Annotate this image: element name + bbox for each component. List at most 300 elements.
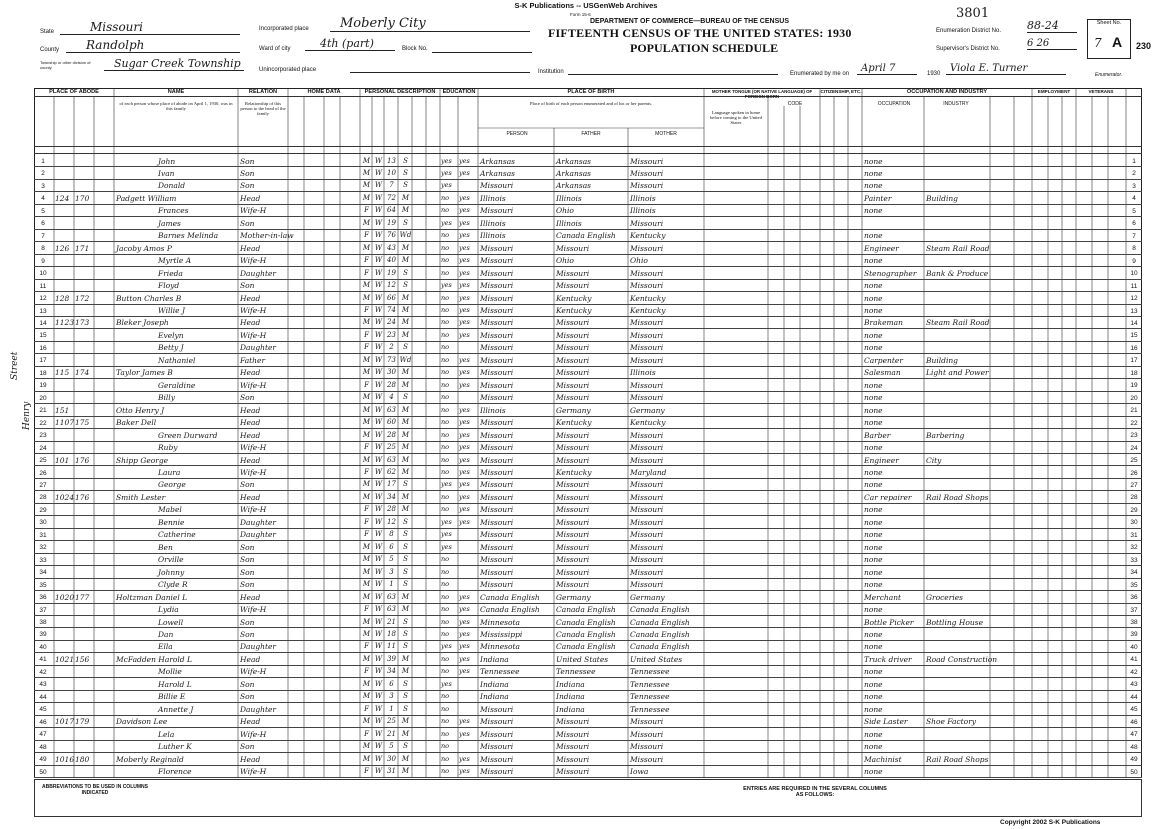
marital-status: M [401, 405, 410, 414]
line-number-right: 19 [1130, 382, 1138, 390]
line-number-right: 42 [1130, 668, 1138, 676]
line-number-right: 3 [1132, 182, 1136, 190]
birthplace-person: Missouri [480, 742, 514, 752]
line-number: 22 [39, 419, 47, 427]
person-name: Ben [158, 542, 173, 552]
race: W [374, 530, 383, 539]
relation: Son [240, 156, 255, 166]
line-number: 1 [41, 158, 45, 165]
marital-status: M [401, 605, 410, 614]
age: 18 [387, 629, 396, 638]
birthplace-person: Missouri [480, 555, 514, 565]
line-number: 30 [39, 519, 47, 527]
age: 28 [387, 505, 396, 514]
industry: Steam Rail Road [926, 318, 990, 328]
line-number-right: 10 [1130, 270, 1138, 278]
line-number: 11 [39, 282, 47, 290]
marital-status: M [401, 193, 410, 202]
person-name: Clyde R [158, 580, 188, 590]
birthplace-person: Minnesota [480, 617, 521, 627]
dwelling-number: 1017 [55, 717, 75, 727]
can-read: yes [459, 629, 470, 638]
publisher-header: S-K Publications -- USGenWeb Archives [514, 1, 658, 10]
age: 13 [387, 156, 396, 165]
birthplace-father: Germany [556, 592, 591, 602]
birthplace-person: Missouri [480, 256, 514, 266]
age: 25 [387, 717, 396, 726]
line-number: 36 [39, 594, 47, 602]
age: 10 [387, 168, 396, 177]
person-name: Ruby [158, 443, 178, 453]
birthplace-mother: Missouri [630, 542, 664, 552]
street-margin-label: Street [10, 351, 20, 380]
attended-school: no [441, 293, 450, 302]
occupation: none [864, 418, 883, 428]
relation: Son [240, 393, 255, 403]
line-number: 6 [41, 220, 45, 228]
marital-status: S [403, 393, 408, 402]
birthplace-father: Kentucky [556, 293, 592, 303]
relation: Son [240, 555, 255, 565]
person-name: Lela [158, 729, 175, 739]
occupation: none [864, 181, 883, 191]
person-name: Shipp George [116, 455, 169, 465]
relation: Daughter [240, 704, 276, 714]
birthplace-father: Tennessee [556, 667, 596, 677]
relation: Wife-H [240, 206, 267, 216]
marital-status: M [401, 654, 410, 663]
line-number: 18 [39, 369, 47, 377]
race: W [374, 605, 383, 614]
birthplace-father: United States [556, 654, 609, 664]
occupation: Barber [864, 430, 891, 440]
birthplace-father: Missouri [556, 268, 590, 278]
age: 7 [389, 181, 394, 190]
occupation: Carpenter [864, 355, 903, 365]
attended-school: no [441, 393, 450, 402]
person-name: Myrtle A [158, 256, 192, 266]
marital-status: M [401, 306, 410, 315]
group-personal: PERSONAL DESCRIPTION [364, 89, 436, 95]
attended-school: no [441, 355, 450, 364]
marital-status: S [403, 517, 408, 526]
person-name: Johnny [158, 567, 185, 577]
can-read: yes [459, 293, 470, 302]
birthplace-mother: Missouri [630, 580, 664, 590]
marital-status: S [403, 555, 408, 564]
can-read: yes [459, 605, 470, 614]
relation: Wife-H [240, 330, 267, 340]
sex: M [362, 617, 371, 626]
county-label: County [40, 47, 60, 53]
attended-school: no [441, 318, 450, 327]
attended-school: no [441, 654, 450, 663]
line-number-right: 32 [1130, 544, 1138, 552]
sex: F [364, 268, 369, 277]
relation: Son [240, 218, 255, 228]
birthplace-mother: Missouri [630, 754, 664, 764]
footer-abbreviations: ABBREVIATIONS TO BE USED IN COLUMNS INDICATED [42, 784, 148, 796]
marital-status: M [401, 767, 410, 776]
township-value: Sugar Creek Township [104, 57, 244, 71]
incorporated-place-value: Moberly City [330, 16, 530, 32]
person-name: George [158, 480, 186, 490]
sex: F [364, 443, 369, 452]
birthplace-father: Germany [556, 405, 591, 415]
occupation: none [864, 517, 883, 527]
block-label: Block No. [402, 46, 428, 52]
marital-status: M [401, 667, 410, 676]
relation: Daughter [240, 268, 276, 278]
sheet-box [1087, 19, 1131, 59]
birthplace-person: Missouri [480, 181, 514, 191]
line-number-right: 43 [1130, 681, 1138, 689]
sex: M [362, 368, 371, 377]
sex: M [362, 567, 371, 576]
race: W [374, 168, 383, 177]
sex: M [362, 754, 371, 763]
group-occupation: OCCUPATION AND INDUSTRY [906, 89, 988, 95]
group-mother-tongue: MOTHER TONGUE (OR NATIVE LANGUAGE) OF FOREIGN BORN [711, 89, 813, 99]
relation: Son [240, 567, 255, 577]
state-value: Missouri [60, 20, 240, 35]
can-read: yes [459, 243, 470, 252]
birthplace-mother: Missouri [630, 742, 664, 752]
attended-school: no [441, 754, 450, 763]
line-number-right: 20 [1130, 394, 1138, 402]
birthplace-father: Missouri [556, 430, 590, 440]
line-number: 10 [39, 270, 47, 278]
attended-school: no [441, 268, 450, 277]
enumeration-district-value: 88-24 [1027, 19, 1077, 33]
industry: Light and Power [926, 368, 989, 378]
can-read: yes [459, 355, 470, 364]
sex: M [362, 542, 371, 551]
race: W [374, 256, 383, 265]
age: 66 [387, 293, 396, 302]
occupation: none [864, 156, 883, 166]
birthplace-father: Canada English [556, 605, 616, 615]
line-number-right: 12 [1130, 295, 1138, 303]
attended-school: yes [441, 168, 452, 177]
birthplace-mother: Ohio [630, 256, 648, 266]
industry: Road Construction [926, 654, 998, 664]
line-number-right: 41 [1130, 656, 1138, 664]
marital-status: S [403, 268, 408, 277]
can-read: yes [459, 256, 470, 265]
relation: Head [240, 318, 261, 328]
person-name: Lowell [158, 617, 184, 627]
attended-school: no [441, 231, 450, 240]
birthplace-mother: Canada English [630, 642, 690, 652]
line-number: 25 [39, 457, 47, 465]
birthplace-father: Illinois [556, 193, 582, 203]
relation: Wife-H [240, 256, 267, 266]
birthplace-person: Indiana [480, 654, 509, 664]
attended-school: no [441, 629, 450, 638]
marital-status: S [403, 642, 408, 651]
street-name-label: Henry [22, 401, 32, 430]
birthplace-person: Missouri [480, 243, 514, 253]
can-read: yes [459, 405, 470, 414]
industry: Barbering [926, 430, 965, 440]
family-number: 176 [75, 492, 90, 502]
race: W [374, 455, 383, 464]
birthplace-father: Missouri [556, 754, 590, 764]
birthplace-father: Missouri [556, 281, 590, 291]
person-name: Ella [158, 642, 173, 652]
sex: M [362, 580, 371, 589]
person-header: PERSON [506, 131, 528, 137]
sex: F [364, 729, 369, 738]
occupation: Car repairer [864, 492, 912, 502]
birthplace-father: Missouri [556, 530, 590, 540]
person-name: Barnes Melinda [158, 231, 219, 241]
attended-school: no [441, 692, 450, 701]
age: 74 [387, 306, 396, 315]
age: 39 [387, 654, 396, 663]
can-read: yes [459, 754, 470, 763]
relation: Head [240, 455, 261, 465]
race: W [374, 542, 383, 551]
birthplace-person: Missouri [480, 418, 514, 428]
race: W [374, 343, 383, 352]
industry: City [926, 455, 942, 465]
race: W [374, 268, 383, 277]
marital-status: S [403, 181, 408, 190]
dwelling-number: 1021 [55, 654, 75, 664]
line-number: 43 [39, 681, 47, 689]
attended-school: no [441, 617, 450, 626]
birthplace-person: Missouri [480, 343, 514, 353]
birthplace-mother: Illinois [630, 193, 656, 203]
can-read: yes [459, 717, 470, 726]
age: 24 [387, 318, 396, 327]
birthplace-mother: Missouri [630, 156, 664, 166]
race: W [374, 293, 383, 302]
occupation: none [864, 343, 883, 353]
relation: Son [240, 281, 255, 291]
birthplace-mother: Missouri [630, 218, 664, 228]
institution-value [568, 68, 778, 75]
person-name: Evelyn [158, 330, 184, 340]
relation: Head [240, 193, 261, 203]
person-name: Jacoby Amos P [116, 243, 172, 253]
age: 17 [387, 480, 396, 489]
line-number-right: 49 [1130, 756, 1138, 764]
can-read: yes [459, 443, 470, 452]
birthplace-father: Missouri [556, 492, 590, 502]
marital-status: S [403, 281, 408, 290]
occupation: none [864, 405, 883, 415]
attended-school: yes [441, 480, 452, 489]
occupation: none [864, 231, 883, 241]
ward-label: Ward of city [259, 46, 291, 52]
dwelling-number: 115 [55, 368, 70, 378]
marital-status: M [401, 729, 410, 738]
line-number-right: 35 [1130, 581, 1138, 589]
birthplace-person: Missouri [480, 355, 514, 365]
birth-description: Place of birth of each person enumerated and of his or her parents. [529, 101, 653, 106]
dwelling-number: 1123 [55, 318, 75, 328]
line-number-right: 2 [1132, 170, 1136, 178]
line-number: 33 [39, 556, 47, 564]
age: 21 [387, 617, 396, 626]
age: 63 [387, 455, 396, 464]
can-read: yes [459, 330, 470, 339]
line-number-right: 46 [1130, 718, 1138, 726]
birthplace-mother: Missouri [630, 318, 664, 328]
attended-school: no [441, 555, 450, 564]
attended-school: no [441, 443, 450, 452]
birthplace-person: Missouri [480, 380, 514, 390]
birthplace-person: Indiana [480, 679, 509, 689]
page-number: 230 [1136, 41, 1152, 51]
birthplace-person: Missouri [480, 268, 514, 278]
line-number-right: 23 [1130, 432, 1138, 440]
birthplace-person: Illinois [480, 405, 506, 415]
industry: Groceries [926, 592, 964, 602]
birthplace-person: Missouri [480, 530, 514, 540]
attended-school: no [441, 492, 450, 501]
line-number: 37 [39, 606, 47, 614]
race: W [374, 517, 383, 526]
relation: Wife-H [240, 667, 267, 677]
industry-header: INDUSTRY [943, 101, 969, 107]
group-employment: EMPLOYMENT [1037, 89, 1071, 94]
attended-school: no [441, 368, 450, 377]
sex: M [362, 679, 371, 688]
marital-status: M [401, 592, 410, 601]
can-read: yes [459, 505, 470, 514]
line-number: 27 [39, 481, 47, 489]
race: W [374, 281, 383, 290]
line-number-right: 24 [1130, 444, 1138, 452]
line-number: 14 [39, 319, 47, 327]
sheet-label: Sheet No. [1096, 20, 1122, 26]
birthplace-person: Tennessee [480, 667, 520, 677]
occupation: none [864, 393, 883, 403]
age: 34 [387, 492, 396, 501]
relation: Son [240, 181, 255, 191]
race: W [374, 667, 383, 676]
relation: Head [240, 754, 261, 764]
person-name: Lydia [158, 605, 179, 615]
birthplace-mother: Germany [630, 592, 665, 602]
unincorporated-label: Unincorporated place [259, 67, 317, 73]
race: W [374, 492, 383, 501]
sex: M [362, 318, 371, 327]
birthplace-person: Missouri [480, 580, 514, 590]
person-name: Orville [158, 555, 184, 565]
race: W [374, 393, 383, 402]
line-number: 29 [39, 506, 47, 514]
marital-status: S [403, 742, 408, 751]
race: W [374, 754, 383, 763]
relation: Daughter [240, 642, 276, 652]
occupation: Machinist [864, 754, 902, 764]
age: 19 [387, 268, 396, 277]
line-number: 42 [39, 668, 47, 676]
line-number-right: 45 [1130, 706, 1138, 714]
birthplace-mother: Missouri [630, 380, 664, 390]
sex: F [364, 206, 369, 215]
group-veterans: VETERANS [1088, 89, 1114, 94]
race: W [374, 555, 383, 564]
birthplace-person: Missouri [480, 468, 514, 477]
line-number: 48 [39, 743, 47, 751]
birthplace-father: Indiana [556, 692, 585, 702]
institution-label: Institution [538, 69, 564, 75]
birthplace-person: Missouri [480, 492, 514, 502]
person-name: Dan [158, 629, 174, 639]
can-read: yes [459, 218, 470, 227]
code-header: CODE [787, 101, 803, 107]
line-number-right: 48 [1130, 743, 1138, 751]
birthplace-father: Missouri [556, 555, 590, 565]
can-read: yes [459, 306, 470, 315]
record-rows [0, 155, 1172, 778]
age: 43 [387, 243, 396, 252]
relation: Wife-H [240, 767, 267, 777]
line-number: 17 [39, 357, 47, 365]
birthplace-mother: United States [630, 654, 683, 664]
relation: Head [240, 243, 261, 253]
sex: M [362, 418, 371, 427]
occupation: none [864, 692, 883, 702]
birthplace-father: Ohio [556, 256, 574, 266]
township-label: Township or other division of county [40, 60, 91, 70]
group-citizenship: CITIZENSHIP, ETC. [820, 89, 862, 94]
language-description: Language spoken in home before coming to the United States [710, 110, 762, 126]
marital-status: S [403, 168, 408, 177]
can-read: yes [459, 193, 470, 202]
occupation: none [864, 480, 883, 490]
birthplace-person: Missouri [480, 704, 514, 714]
birthplace-father: Arkansas [556, 181, 592, 191]
enumerated-date: April 7 [857, 63, 917, 75]
person-name: Green Durward [158, 430, 218, 440]
race: W [374, 767, 383, 776]
race: W [374, 193, 383, 202]
line-number-right: 40 [1130, 643, 1138, 651]
birthplace-father: Missouri [556, 505, 590, 515]
age: 2 [389, 343, 394, 352]
industry: Bank & Produce [926, 268, 989, 278]
age: 62 [387, 468, 396, 476]
relation: Head [240, 430, 261, 440]
occupation: Engineer [864, 455, 899, 465]
birthplace-father: Arkansas [556, 156, 592, 166]
line-number-right: 38 [1130, 619, 1138, 627]
relation: Daughter [240, 530, 276, 540]
can-read: yes [459, 667, 470, 676]
sex: M [362, 629, 371, 638]
line-number-right: 47 [1130, 731, 1138, 739]
race: W [374, 306, 383, 315]
occupation: none [864, 729, 883, 739]
occupation: none [864, 667, 883, 677]
line-number: 47 [39, 731, 47, 739]
sex: M [362, 193, 371, 202]
attended-school: no [441, 343, 450, 352]
marital-status: S [403, 542, 408, 551]
age: 34 [387, 667, 396, 676]
occupation: none [864, 530, 883, 540]
birthplace-father: Missouri [556, 368, 590, 378]
person-name: Ivan [158, 168, 175, 178]
marital-status: S [403, 530, 408, 539]
